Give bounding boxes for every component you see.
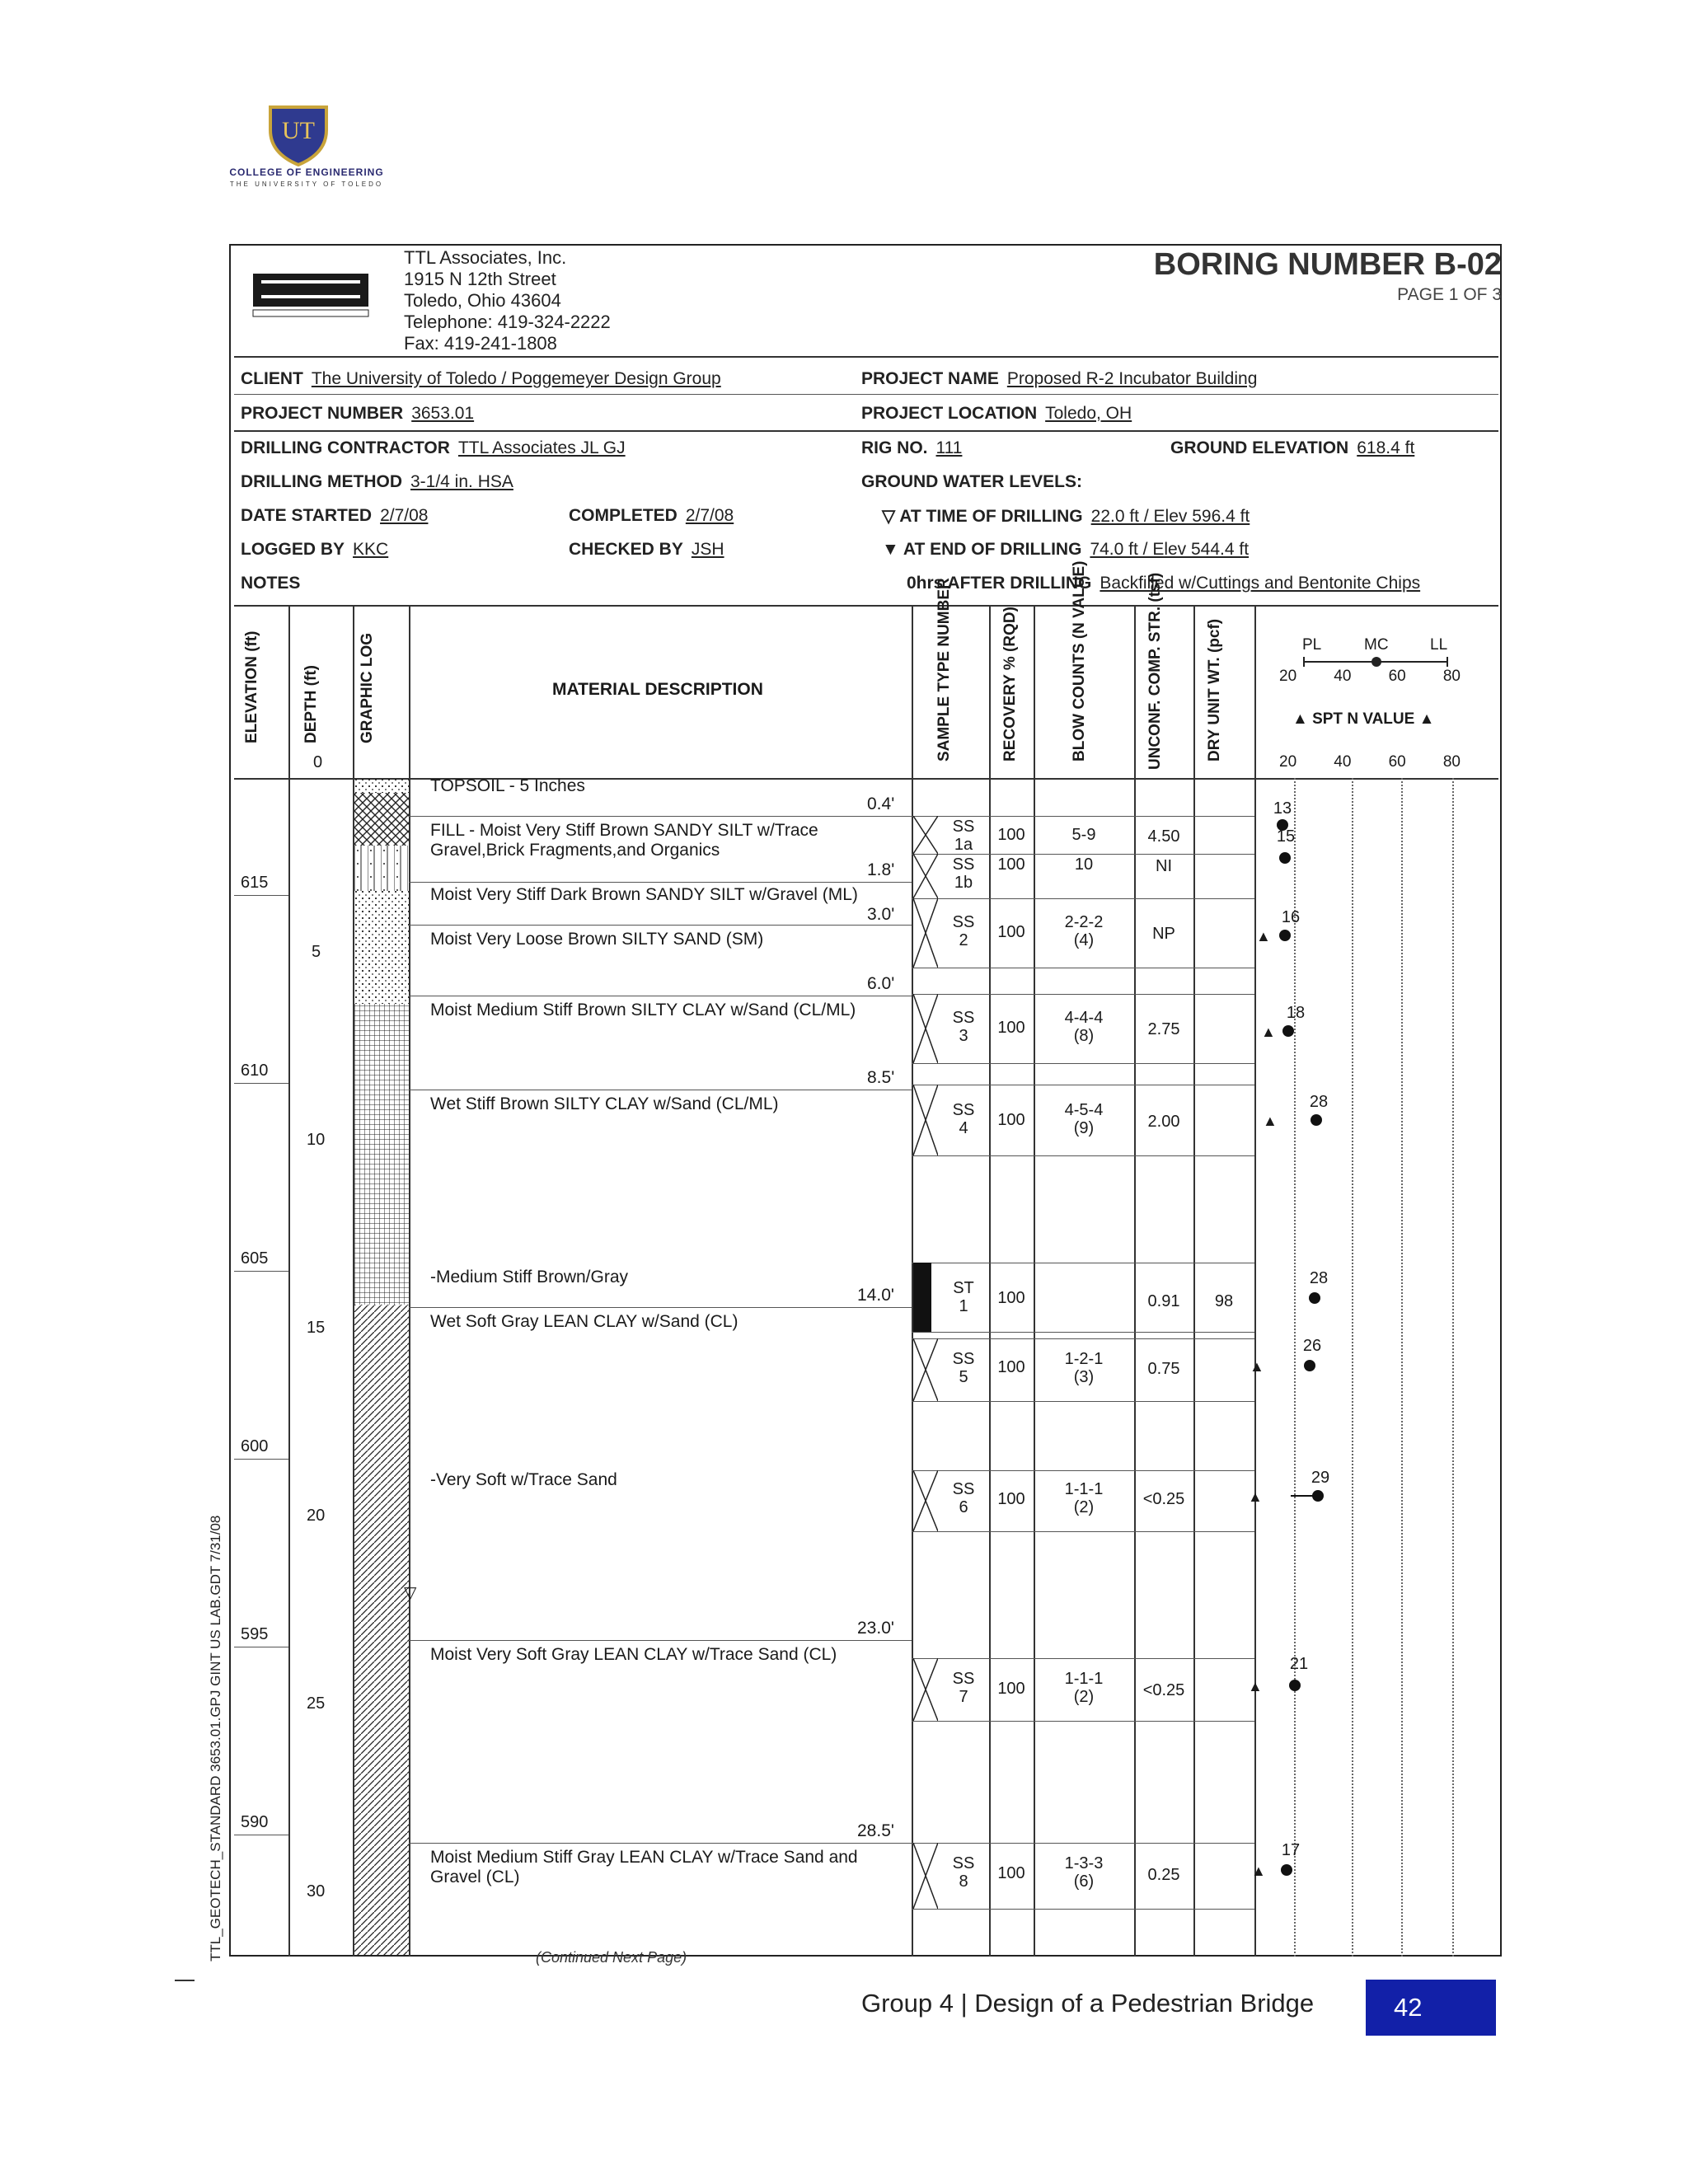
moisture-point <box>1279 852 1291 864</box>
company-street: 1915 N 12th Street <box>404 269 556 289</box>
col-blow-counts: BLOW COUNTS (N VALUE) <box>1071 560 1088 762</box>
sample-1a-blow: 5-9 <box>1071 826 1096 844</box>
plasticity-range-bar <box>1291 1495 1317 1497</box>
sample-st1-dry-unit-wt: 98 <box>1214 1292 1234 1310</box>
layer-fill-line2: Gravel,Brick Fragments,and Organics <box>430 841 720 860</box>
spt-value-label: 18 <box>1286 1004 1306 1022</box>
spt-value-label: 17 <box>1281 1841 1301 1859</box>
gw-time-row: ▽ AT TIME OF DRILLING 22.0 ft / Elev 596.4 ft <box>882 507 1250 526</box>
drilling-contractor-row: DRILLING CONTRACTOR TTL Associates JL GJ <box>241 438 626 457</box>
sample-8-strength: 0.25 <box>1147 1866 1180 1884</box>
sample-3-blow: 4-4-4 (8) <box>1064 1009 1104 1045</box>
split-spoon-icon <box>913 816 938 898</box>
shelby-tube-marker <box>913 1263 931 1332</box>
spt-triangle-icon: ▲ <box>1250 1358 1264 1375</box>
col-recovery: RECOVERY % (RQD) <box>1001 607 1019 762</box>
sample-1b-type: SS 1b <box>952 855 975 892</box>
layer-lean-clay-soft: Wet Soft Gray LEAN CLAY w/Sand (CL) <box>430 1312 738 1331</box>
university-name: THE UNIVERSITY OF TOLEDO <box>229 180 384 188</box>
sample-3-recovery: 100 <box>997 1019 1025 1037</box>
sample-4-type: SS 4 <box>952 1101 975 1137</box>
layer-very-soft-depth: 23.0' <box>857 1619 894 1638</box>
date-started-row: DATE STARTED 2/7/08 <box>241 506 429 525</box>
spt-triangle-icon: ▲ <box>1261 1024 1276 1040</box>
pl-label: PL <box>1302 636 1322 654</box>
sample-1b-strength: NI <box>1156 857 1172 875</box>
sample-2-strength: NP <box>1152 925 1175 943</box>
col-depth: DEPTH (ft) <box>302 665 320 743</box>
drilling-method-row: DRILLING METHOD 3-1/4 in. HSA <box>241 472 513 491</box>
water-level-icon: ▽ <box>882 507 900 526</box>
layer-silty-sand: Moist Very Loose Brown SILTY SAND (SM) <box>430 930 764 949</box>
layer-lean-clay-medium-line2: Gravel (CL) <box>430 1868 520 1886</box>
sample-1a-strength: 4.50 <box>1147 827 1180 846</box>
project-name-row: PROJECT NAME Proposed R-2 Incubator Building <box>861 369 1258 388</box>
checked-by-row: CHECKED BY JSH <box>569 540 724 559</box>
continued-note: (Continued Next Page) <box>536 1949 687 1966</box>
layer-fill-line1: FILL - Moist Very Stiff Brown SANDY SILT w/Trace <box>430 821 818 840</box>
spt-value-label: 26 <box>1302 1337 1322 1355</box>
company-name: TTL Associates, Inc. <box>404 247 567 268</box>
depth-30: 30 <box>307 1882 326 1900</box>
spt-triangle-icon: ▲ <box>1248 1678 1263 1694</box>
company-fax: Fax: 419-241-1808 <box>404 333 557 354</box>
spt-value-label: 28 <box>1309 1093 1329 1111</box>
spt-value-label: 21 <box>1289 1655 1309 1673</box>
project-number-row: PROJECT NUMBER 3653.01 <box>241 404 475 423</box>
sample-6-type: SS 6 <box>952 1480 975 1516</box>
layer-sandy-silt-gravel: Moist Very Stiff Dark Brown SANDY SILT w/Gravel (ML) <box>430 885 858 904</box>
col-sample-type: SAMPLE TYPE NUMBER <box>935 578 953 762</box>
moisture-point <box>1282 1025 1294 1037</box>
sample-7-blow: 1-1-1 (2) <box>1064 1670 1104 1706</box>
moisture-point <box>1311 1114 1322 1126</box>
layer-lean-clay-very-soft: Moist Very Soft Gray LEAN CLAY w/Trace Sand (CL) <box>430 1645 837 1664</box>
project-location-row: PROJECT LOCATION Toledo, OH <box>861 404 1132 423</box>
ll-label: LL <box>1430 636 1448 654</box>
layer-topsoil: TOPSOIL - 5 Inches <box>430 776 585 795</box>
spt-value-label: 29 <box>1311 1469 1330 1487</box>
gw-after-row: 0hrs AFTER DRILLING Backfilled w/Cuttings and Bentonite Chips <box>907 574 1421 593</box>
sample-4-blow: 4-5-4 (9) <box>1064 1101 1104 1137</box>
layer-topsoil-depth: 0.4' <box>867 794 895 813</box>
sample-8-recovery: 100 <box>997 1864 1025 1882</box>
sample-8-type: SS 8 <box>952 1854 975 1891</box>
sample-2-type: SS 2 <box>952 913 975 949</box>
rig-no-row: RIG NO. 111 <box>861 438 963 457</box>
logged-by-row: LOGGED BY KKC <box>241 540 389 559</box>
layer-silty-clay-wet: Wet Stiff Brown SILTY CLAY w/Sand (CL/ML) <box>430 1094 779 1113</box>
split-spoon-icon <box>913 1658 938 1721</box>
sample-3-type: SS 3 <box>952 1009 975 1045</box>
sample-7-strength: <0.25 <box>1142 1681 1185 1699</box>
page-number: 42 <box>1366 1980 1496 2036</box>
client-row: CLIENT The University of Toledo / Poggemeyer Design Group <box>241 369 721 388</box>
ground-elevation-row: GROUND ELEVATION 618.4 ft <box>1170 438 1415 457</box>
ttl-company-logo <box>251 270 375 320</box>
col-graphic-log: GRAPHIC LOG <box>359 632 376 743</box>
layer-fill-depth: 1.8' <box>867 860 895 879</box>
sample-st1-type: ST 1 <box>953 1279 974 1315</box>
layer-silty-clay-depth: 8.5' <box>867 1068 895 1087</box>
elev-605: 605 <box>241 1249 269 1268</box>
page-of: PAGE 1 OF 3 <box>1397 285 1502 304</box>
footer-dash <box>175 1980 195 1981</box>
sample-5-type: SS 5 <box>952 1350 975 1386</box>
completed-row: COMPLETED 2/7/08 <box>569 506 734 525</box>
sample-8-blow: 1-3-3 (6) <box>1064 1854 1104 1891</box>
elev-615: 615 <box>241 874 269 892</box>
layer-lean-clay-depth: 28.5' <box>857 1821 894 1840</box>
col-unconf-comp: UNCONF. COMP. STR. (tsf) <box>1146 572 1164 770</box>
footer-text: Group 4 | Design of a Pedestrian Bridge <box>861 1989 1315 2018</box>
side-file-stamp: TTL_GEOTECH_STANDARD 3653.01.GPJ GINT US LAB.GDT 7/31/08 <box>208 1515 223 1961</box>
sample-1b-blow: 10 <box>1074 855 1094 874</box>
moisture-point <box>1289 1680 1301 1691</box>
spt-value-label: 15 <box>1276 827 1296 846</box>
graphic-log-column <box>354 778 409 1957</box>
sample-6-strength: <0.25 <box>1142 1490 1185 1508</box>
depth-zero: 0 <box>313 753 323 771</box>
elev-600: 600 <box>241 1437 269 1455</box>
elev-590: 590 <box>241 1813 269 1831</box>
depth-25: 25 <box>307 1694 326 1713</box>
col-dry-unit-wt: DRY UNIT WT. (pcf) <box>1206 618 1223 762</box>
layer-medium-stiff-brown-gray: -Medium Stiff Brown/Gray <box>430 1268 629 1286</box>
elev-595: 595 <box>241 1625 269 1643</box>
company-telephone: Telephone: 419-324-2222 <box>404 312 611 332</box>
sample-1a-recovery: 100 <box>997 826 1025 844</box>
sample-6-blow: 1-1-1 (2) <box>1064 1480 1104 1516</box>
boring-number: BORING NUMBER B-02 <box>1153 247 1502 282</box>
gw-end-row: ▼ AT END OF DRILLING 74.0 ft / Elev 544.4 ft <box>882 540 1250 559</box>
spt-triangle-icon: ▲ <box>1256 928 1271 944</box>
spt-value-label: 13 <box>1273 799 1292 818</box>
sample-3-strength: 2.75 <box>1147 1020 1180 1038</box>
sample-7-type: SS 7 <box>952 1670 975 1706</box>
spt-triangle-icon: ▲ <box>1248 1488 1263 1505</box>
sample-st1-recovery: 100 <box>997 1289 1025 1307</box>
split-spoon-icon <box>913 1843 938 1909</box>
split-spoon-icon <box>913 1338 938 1401</box>
layer-very-soft-trace-sand: -Very Soft w/Trace Sand <box>430 1470 617 1489</box>
split-spoon-icon <box>913 1085 938 1155</box>
elev-610: 610 <box>241 1062 269 1080</box>
college-name: COLLEGE OF ENGINEERING <box>229 166 384 178</box>
moisture-point <box>1281 1864 1292 1876</box>
svg-text:UT: UT <box>282 117 315 144</box>
water-table-icon: ▽ <box>404 1584 417 1602</box>
spt-value-label: 28 <box>1309 1269 1329 1287</box>
scale-top: 20 40 60 80 <box>1279 668 1461 685</box>
depth-15: 15 <box>307 1319 326 1337</box>
split-spoon-icon <box>913 1470 938 1531</box>
layer-silty-sand-depth: 6.0' <box>867 974 895 993</box>
sample-5-recovery: 100 <box>997 1358 1025 1376</box>
split-spoon-icon <box>913 994 938 1063</box>
sample-5-strength: 0.75 <box>1147 1360 1180 1378</box>
sample-4-strength: 2.00 <box>1147 1113 1180 1131</box>
col-elevation: ELEVATION (ft) <box>243 630 260 743</box>
sample-6-recovery: 100 <box>997 1490 1025 1508</box>
sample-st1-strength: 0.91 <box>1147 1292 1180 1310</box>
sample-4-recovery: 100 <box>997 1111 1025 1129</box>
spt-n-value-label: ▲ SPT N VALUE ▲ <box>1292 710 1435 728</box>
water-level-end-icon: ▼ <box>882 540 903 559</box>
ground-water-levels-label: GROUND WATER LEVELS: <box>861 472 1082 491</box>
notes-row: NOTES <box>241 574 301 593</box>
moisture-point <box>1304 1360 1315 1371</box>
moisture-point <box>1279 930 1291 941</box>
sample-5-blow: 1-2-1 (3) <box>1064 1350 1104 1386</box>
sample-1a-type: SS 1a <box>952 818 975 854</box>
sample-7-recovery: 100 <box>997 1680 1025 1698</box>
spt-triangle-icon: ▲ <box>1263 1113 1278 1129</box>
depth-10: 10 <box>307 1131 326 1149</box>
spt-triangle-icon: ▲ <box>1251 1863 1266 1879</box>
sample-2-blow: 2-2-2 (4) <box>1064 913 1104 949</box>
mc-label: MC <box>1364 636 1389 654</box>
depth-5: 5 <box>312 943 321 961</box>
sample-2-recovery: 100 <box>997 923 1025 941</box>
moisture-point <box>1309 1292 1320 1304</box>
pl-ll-range-icon <box>1302 656 1451 668</box>
split-spoon-icon <box>913 898 938 968</box>
layer-medium-stiff-depth: 14.0' <box>857 1286 894 1305</box>
spt-value-label: 16 <box>1281 908 1301 926</box>
col-material-description: MATERIAL DESCRIPTION <box>552 680 763 699</box>
university-shield-logo <box>264 102 333 166</box>
layer-lean-clay-medium-line1: Moist Medium Stiff Gray LEAN CLAY w/Trace Sand and <box>430 1848 858 1867</box>
layer-silty-clay-medium: Moist Medium Stiff Brown SILTY CLAY w/Sand (CL/ML) <box>430 1001 856 1019</box>
scale-bottom: 20 40 60 80 <box>1279 753 1461 771</box>
layer-sandy-silt-depth: 3.0' <box>867 905 895 924</box>
company-city: Toledo, Ohio 43604 <box>404 290 561 311</box>
sample-1b-recovery: 100 <box>997 855 1025 874</box>
depth-20: 20 <box>307 1507 326 1525</box>
